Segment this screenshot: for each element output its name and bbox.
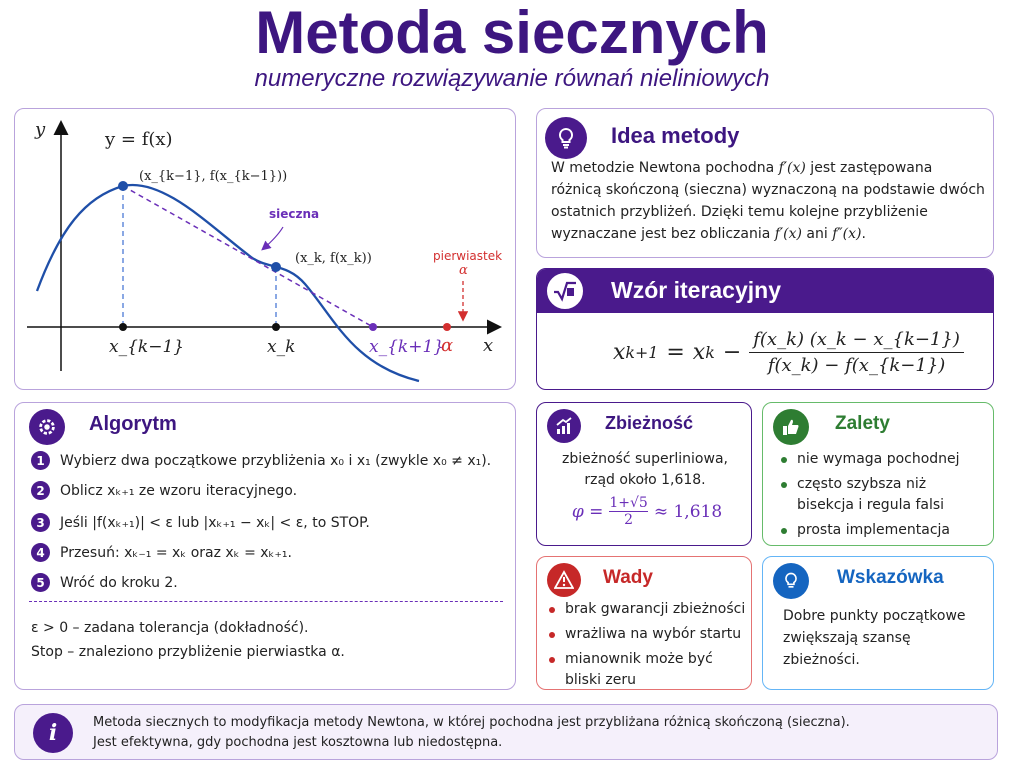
iteration-formula: x k+1 = x k − f(x_k) (x_k − x_{k−1}) f(x_k) − f(x_{k−1}) — [613, 321, 983, 383]
info-icon: i — [33, 713, 73, 753]
convergence-panel — [536, 402, 752, 546]
point-prev — [118, 181, 128, 191]
secant-pointer — [263, 227, 283, 249]
point-prev-label: (x_{k−1}, f(x_{k−1})) — [139, 169, 288, 184]
tick-dot-next — [369, 323, 377, 331]
x-axis-label: x — [483, 335, 494, 356]
convergence-text: zbieżność superliniowa, rząd około 1,618. — [562, 451, 728, 488]
root-label: pierwiastek — [433, 249, 503, 263]
golden-ratio: φ = 1+√5 2 ≈ 1,618 — [571, 495, 723, 528]
warning-icon — [547, 563, 581, 597]
idea-title: Idea metody — [611, 123, 740, 148]
point-curr — [271, 262, 281, 272]
cons-panel — [536, 556, 752, 690]
footer-line-2: Jest efektywna, gdy pochodna jest kosztowna lub niedostępna. — [93, 735, 503, 750]
page-subtitle: numeryczne rozwiązywanie równań nieliniowych — [254, 65, 770, 92]
list-item: nie wymaga pochodnej — [777, 449, 987, 470]
algorithm-note-stop: Stop – znaleziono przybliżenie pierwiastka α. — [31, 644, 345, 660]
formula-numerator: f(x_k) (x_k − x_{k−1}) — [753, 328, 960, 350]
pros-list — [777, 449, 987, 545]
bulb-icon — [545, 117, 587, 159]
tip-text: Dobre punkty początkowe zwiększają szansę zbieżności. — [783, 608, 966, 668]
tip-panel — [762, 556, 994, 690]
algorithm-step-4: 4 Przesuń: xₖ₋₁ = xₖ oraz xₖ = xₖ₊₁. — [31, 543, 292, 562]
root-symbol: α — [459, 263, 468, 278]
algorithm-divider — [29, 601, 503, 602]
algorithm-step-5: 5 Wróć do kroku 2. — [31, 573, 178, 592]
function-curve — [37, 185, 419, 381]
pros-title: Zalety — [835, 413, 890, 434]
chart-up-icon — [547, 409, 581, 443]
point-curr-label: (x_k, f(x_k)) — [295, 251, 372, 266]
idea-text: W metodzie Newtona pochodna f′(x) jest zastępowana różnicą skończoną (sieczna) wyznaczoną na podstawie dwóch ostatnich przybliżeń. Dzięki temu kolejne przybliżenie wyznaczane jest bez obliczania f′(x) ani f″(x). — [551, 160, 985, 242]
algorithm-step-1: 1 Wybierz dwa początkowe przybliżenia x₀ i x₁ (zwykle x₀ ≠ x₁). — [31, 451, 491, 470]
page-title: Metoda siecznych — [255, 0, 769, 66]
formula-panel — [536, 268, 994, 390]
tick-label-prev: x_{k−1} — [109, 337, 185, 357]
thumbs-up-icon — [773, 409, 809, 445]
tick-label-root: α — [441, 335, 454, 356]
tick-label-curr: x_k — [267, 337, 296, 357]
convergence-title: Zbieżność — [605, 413, 694, 433]
cons-title: Wady — [603, 567, 653, 588]
tick-dot-prev — [119, 323, 127, 331]
formula-denominator: f(x_k) − f(x_{k−1}) — [767, 354, 946, 376]
algorithm-step-3: 3 Jeśli |f(xₖ₊₁)| < ε lub |xₖ₊₁ − xₖ| < ε, to STOP. — [31, 513, 370, 532]
list-item: wrażliwa na wybór startu — [545, 624, 749, 645]
list-item: mianownik może być bliski zeru — [545, 649, 749, 691]
algorithm-title: Algorytm — [89, 413, 177, 435]
footer-panel — [14, 704, 998, 760]
idea-panel — [536, 108, 994, 258]
tip-title: Wskazówka — [837, 567, 944, 588]
algorithm-panel — [14, 402, 516, 690]
algorithm-step-2: 2 Oblicz xₖ₊₁ ze wzoru iteracyjnego. — [31, 481, 297, 500]
algorithm-note-tolerance: ε > 0 – zadana tolerancja (dokładność). — [31, 620, 309, 636]
graph-panel — [14, 108, 516, 390]
list-item: brak gwarancji zbieżności — [545, 599, 749, 620]
tick-label-next: x_{k+1} — [369, 337, 445, 357]
cons-list — [545, 599, 749, 695]
secant-label: sieczna — [269, 207, 320, 221]
gear-icon — [29, 409, 65, 445]
function-label: y = f(x) — [105, 129, 173, 150]
list-item: często szybsza niż bisekcja i regula falsi — [777, 474, 987, 516]
bulb-icon — [773, 563, 809, 599]
list-item: prosta implementacja — [777, 520, 987, 541]
pros-panel — [762, 402, 994, 546]
tick-dot-root — [443, 323, 451, 331]
sqrt-icon — [545, 271, 585, 311]
tick-dot-curr — [272, 323, 280, 331]
formula-title: Wzór iteracyjny — [611, 277, 781, 303]
y-axis-label: y — [35, 119, 46, 140]
footer-line-1: Metoda siecznych to modyfikacja metody Newtona, w której pochodna jest przybliżana różnicą skończoną (sieczna). — [93, 715, 850, 730]
